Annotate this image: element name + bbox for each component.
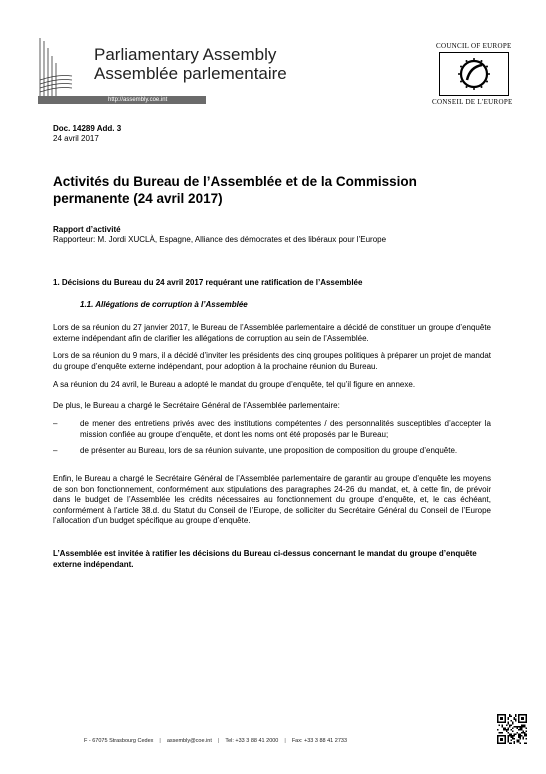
coe-name-fr: CONSEIL DE L'EUROPE [432,98,513,106]
footer-separator: | [217,738,220,744]
doc-number: Doc. 14289 Add. 3 [53,124,122,133]
doc-date: 24 avril 2017 [53,134,99,143]
footer [84,738,347,744]
footer-address: F - 67075 Strasbourg Cedex [84,738,154,744]
subsection-heading: 1.1. Allégations de corruption à l’Assemblée [80,300,248,309]
paragraph: De plus, le Bureau a chargé le Secrétaire Général de l’Assemblée parlementaire: [53,401,340,410]
footer-fax: Fax: +33 3 88 41 2733 [291,738,348,744]
footer-separator: | [284,738,286,744]
assembly-title-en: Parliamentary Assembly [94,45,277,64]
paragraph: Lors de sa réunion du 27 janvier 2017, le Bureau de l’Assemblée parlementaire a décidé de constituer un groupe d’enquête externe indépendant afin de clarifier les allégations de corruption au sein de l’Assemblée. [53,323,491,343]
assembly-title-fr: Assemblée parlementaire [94,64,287,83]
footer-email[interactable]: assembly@coe.int [166,738,212,744]
qr-code-icon [497,714,527,744]
footer-tel: Tel: +33 3 88 41 2000 [225,738,279,744]
assembly-title [94,45,287,83]
bullet-item: de mener des entretiens privés avec des institutions compétentes / des personnalités susceptibles d’accepter la mission confiée au groupe d’enquête, et dont les noms ont été proposés par le Bureau; [80,419,491,439]
paragraph: A sa réunion du 24 avril, le Bureau a adopté le mandat du groupe d’enquête, tel qu’il figure en annexe. [53,380,416,389]
bullet-item: de présenter au Bureau, lors de sa réunion suivante, une proposition de composition du groupe d’enquête. [80,446,458,455]
bullet-dash: – [53,446,58,455]
council-of-europe-stars-icon [439,52,509,96]
rapporteur: Rapporteur: M. Jordi XUCLÀ, Espagne, Alliance des démocrates et des libéraux pour l’Europe [53,235,387,244]
footer-separator: | [159,738,161,744]
assembly-url[interactable]: http://assembly.coe.int [108,97,168,103]
coe-name-en: COUNCIL OF EUROPE [436,42,512,50]
report-type: Rapport d’activité [53,225,121,234]
doc-title: Activités du Bureau de l’Assemblée et de la Commission permanente (24 avril 2017) [53,174,417,206]
paragraph: Enfin, le Bureau a chargé le Secrétaire Général de l’Assemblée parlementaire de garantir au groupe d’enquête les moyens de son bon fonctionnement, conformément aux stipulations des paragraphes 24-26 du mandat, et, à cette fin, de prévoir dans le budget de l’Assemblée les crédits nécessaires au fonctionnement du groupe d’enquête, et, le cas échéant, conformément à l’article 38.d. du Statut du Conseil de l’Europe, de solliciter du Secrétaire Général du Conseil de l’Europe l’allocation d’un budget spécifique au groupe d’enquête. [53,474,491,525]
conclusion: L’Assemblée est invitée à ratifier les décisions du Bureau ci-dessus concernant le mandat du groupe d’enquête externe indépendant. [53,549,477,569]
bullet-dash: – [53,419,58,428]
paragraph: Lors de sa réunion du 9 mars, il a décidé d’inviter les présidents des cinq groupes politiques à préparer un projet de mandat du groupe d’enquête externe indépendant, pour adoption à la prochaine réunion du Bureau. [53,351,491,371]
section-heading: 1. Décisions du Bureau du 24 avril 2017 requérant une ratification de l’Assemblée [53,278,363,287]
